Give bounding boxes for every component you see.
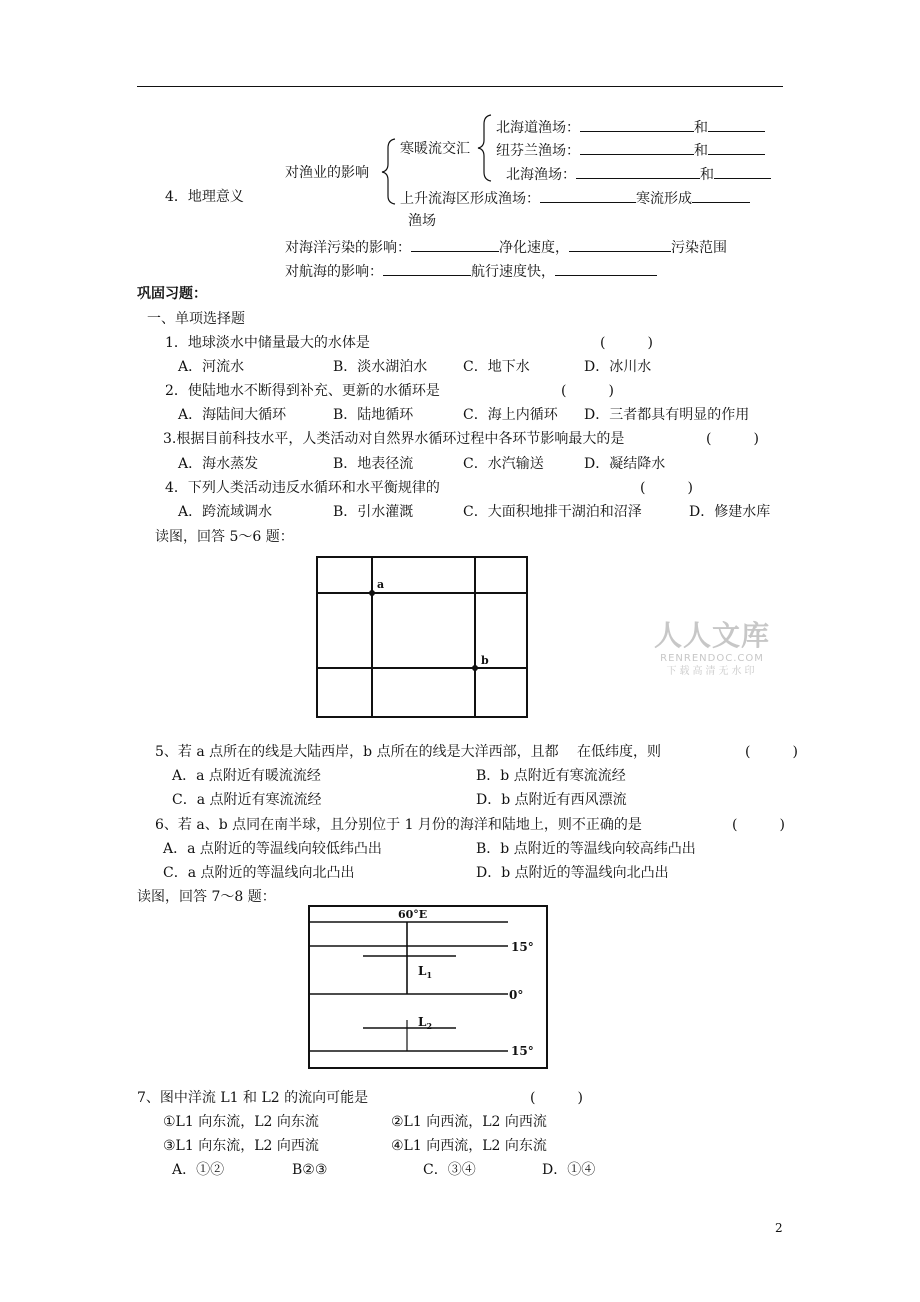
q1-option-c[interactable]: C．地下水 <box>463 359 530 375</box>
latitude-15n-label: 15° <box>511 940 534 954</box>
q7-stem: 7、图中洋流 L1 和 L2 的流向可能是 <box>137 1090 369 1106</box>
q5-paren: ( ) <box>745 744 798 760</box>
q4-paren: ( ) <box>640 480 693 496</box>
exercise-heading: 巩固习题： <box>137 286 207 302</box>
upwelling-blank-1[interactable] <box>540 188 636 203</box>
navigation-blank-1[interactable] <box>383 261 471 276</box>
q4-option-a[interactable]: A．跨流域调水 <box>178 504 273 520</box>
q1-stem: 1．地球淡水中储量最大的水体是 <box>165 335 370 351</box>
purify-label: 净化速度， <box>499 240 569 256</box>
q7-option-a[interactable]: A．①② <box>172 1162 225 1178</box>
northsea-blank-1[interactable] <box>576 164 700 179</box>
latitude-15s-label: 15° <box>511 1044 534 1058</box>
q4-option-d[interactable]: D．修建水库 <box>689 504 771 520</box>
watermark-domain: RENRENDOC.COM <box>660 653 764 664</box>
hokkaido-blank-1[interactable] <box>580 117 694 132</box>
q7-option-b[interactable]: B②③ <box>292 1162 328 1178</box>
q2-option-d[interactable]: D．三者都具有明显的作用 <box>584 407 750 423</box>
q6-option-c[interactable]: C．a 点附近的等温线向北凸出 <box>163 865 355 881</box>
read-5-6-prompt: 读图，回答 5～6 题： <box>155 529 294 545</box>
pollution-line <box>285 237 727 257</box>
newfoundland-blank-1[interactable] <box>580 140 694 155</box>
q2-option-b[interactable]: B．陆地循环 <box>333 407 414 423</box>
q3-option-a[interactable]: A．海水蒸发 <box>178 456 259 472</box>
northsea-line <box>506 164 771 184</box>
fishery-label: 对渔业的影响 <box>285 165 369 181</box>
current-l2-label: $L_2$ <box>418 1015 433 1031</box>
fishery-brace-small <box>478 115 491 181</box>
page-number: 2 <box>775 1221 783 1235</box>
pollution-range-label: 污染范围 <box>671 240 727 256</box>
q2-paren: ( ) <box>561 383 614 399</box>
q7-choice-4: ④L1 向西流，L2 向东流 <box>391 1138 547 1154</box>
q1-paren: ( ) <box>600 335 653 351</box>
q7-choice-1: ①L1 向东流，L2 向东流 <box>163 1114 319 1130</box>
q6-paren: ( ) <box>732 817 785 833</box>
newfoundland-label: 纽芬兰渔场： <box>496 143 580 159</box>
q2-option-c[interactable]: C．海上内循环 <box>463 407 558 423</box>
watermark-slogan: 下载高清无水印 <box>666 666 758 677</box>
q5-option-c[interactable]: C．a 点附近有寒流流经 <box>172 792 322 808</box>
navigation-line <box>285 261 657 281</box>
navigation-blank-2[interactable] <box>555 261 657 276</box>
pollution-blank-1[interactable] <box>411 237 499 252</box>
fishery-brace-large <box>382 139 395 204</box>
q3-paren: ( ) <box>706 431 759 447</box>
figure-ocean-currents <box>308 905 550 1071</box>
q7-option-c[interactable]: C．③④ <box>423 1162 476 1178</box>
newfoundland-blank-2[interactable] <box>708 140 765 155</box>
q1-option-a[interactable]: A．河流水 <box>178 359 245 375</box>
hokkaido-line <box>496 117 765 137</box>
q2-stem: 2．使陆地水不断得到补充、更新的水循环是 <box>165 383 440 399</box>
q1-option-d[interactable]: D．冰川水 <box>584 359 652 375</box>
navigation-label: 对航海的影响： <box>285 264 383 280</box>
figure-grid-ab <box>316 556 528 718</box>
q3-option-b[interactable]: B．地表径流 <box>333 456 414 472</box>
watermark <box>648 620 776 678</box>
q6-option-a[interactable]: A．a 点附近的等温线向较低纬凸出 <box>163 841 382 857</box>
q3-option-d[interactable]: D．凝结降水 <box>584 456 666 472</box>
q3-option-c[interactable]: C．水汽输送 <box>463 456 544 472</box>
q7-choice-3: ③L1 向东流，L2 向西流 <box>163 1138 319 1154</box>
label-a: a <box>377 578 385 591</box>
cold-current-label: 寒流形成 <box>636 191 692 207</box>
q4-option-b[interactable]: B．引水灌溉 <box>333 504 414 520</box>
and-label: 和 <box>694 143 708 159</box>
watermark-title: 人人文库 <box>653 619 770 652</box>
q7-option-d[interactable]: D．①④ <box>542 1162 596 1178</box>
q6-option-b[interactable]: B．b 点附近的等温线向较高纬凸出 <box>476 841 696 857</box>
item-number-label: 4．地理意义 <box>165 189 244 205</box>
and-label: 和 <box>694 120 708 136</box>
northsea-label: 北海渔场： <box>506 167 576 183</box>
upwelling-blank-2[interactable] <box>692 188 750 203</box>
pollution-blank-2[interactable] <box>569 237 671 252</box>
hokkaido-label: 北海道渔场： <box>496 120 580 136</box>
fishery-word: 渔场 <box>408 213 436 229</box>
longitude-60e-label: 60°E <box>398 908 428 921</box>
q1-option-b[interactable]: B．淡水湖泊水 <box>333 359 428 375</box>
newfoundland-line <box>496 140 765 160</box>
q5-stem: 5、若 a 点所在的线是大陆西岸，b 点所在的线是大洋西部，且都 在低纬度，则 <box>155 744 662 760</box>
hokkaido-blank-2[interactable] <box>708 117 765 132</box>
current-l1-label: $L_1$ <box>418 964 433 980</box>
q7-paren: ( ) <box>530 1090 583 1106</box>
upwelling-line <box>400 188 750 208</box>
figure1-frame <box>317 557 527 717</box>
upwelling-label: 上升流海区形成渔场： <box>400 191 540 207</box>
pollution-label: 对海洋污染的影响： <box>285 240 411 256</box>
q5-option-b[interactable]: B．b 点附近有寒流流经 <box>476 768 626 784</box>
point-b <box>472 665 478 671</box>
section-title: 一、单项选择题 <box>147 311 245 327</box>
warm-cold-label: 寒暖流交汇 <box>400 141 470 157</box>
q4-stem: 4．下列人类活动违反水循环和水平衡规律的 <box>165 480 440 496</box>
q5-option-a[interactable]: A．a 点附近有暖流流经 <box>172 768 321 784</box>
q4-option-c[interactable]: C．大面积地排干湖泊和沼泽 <box>463 504 642 520</box>
northsea-blank-2[interactable] <box>714 164 771 179</box>
read-7-8-prompt: 读图，回答 7～8 题： <box>137 889 276 905</box>
q6-stem: 6、若 a、b 点同在南半球，且分别位于 1 月份的海洋和陆地上，则不正确的是 <box>155 817 642 833</box>
q3-stem: 3.根据目前科技水平，人类活动对自然界水循环过程中各环节影响最大的是 <box>163 431 625 447</box>
q7-choice-2: ②L1 向西流，L2 向西流 <box>391 1114 547 1130</box>
point-a <box>369 590 375 596</box>
latitude-0-label: 0° <box>509 988 524 1002</box>
and-label: 和 <box>700 167 714 183</box>
label-b: b <box>481 654 489 667</box>
q2-option-a[interactable]: A．海陆间大循环 <box>178 407 287 423</box>
sail-fast-label: 航行速度快， <box>471 264 555 280</box>
q6-option-d[interactable]: D．b 点附近的等温线向北凸出 <box>476 865 669 881</box>
q5-option-d[interactable]: D．b 点附近有西风漂流 <box>476 792 627 808</box>
